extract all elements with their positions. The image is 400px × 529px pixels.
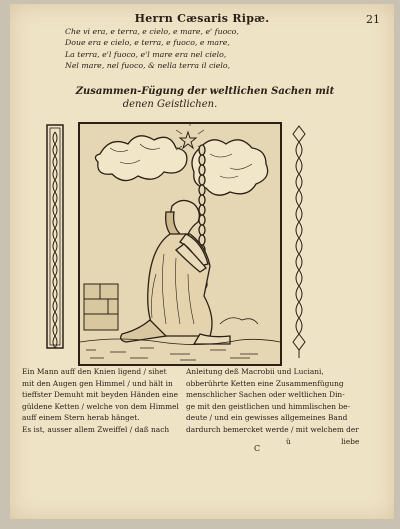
right-ornamental-border	[291, 124, 307, 359]
text-line: dardurch bemercket werde / mit welchem der	[186, 424, 359, 434]
text-line: Ein Mann auff den Knien ligend / sihet	[22, 367, 167, 376]
heading-line: Zusammen-Fügung der weltlichen Sachen mit	[75, 86, 335, 97]
verse-line: Che vi era, e terra, e cielo, e mare, e' fuoco,	[65, 27, 239, 36]
page-number: 21	[366, 13, 380, 26]
text-line: obberührte Ketten eine Zusammenfügung	[186, 378, 344, 388]
text-line: mit den Augen gen Himmel / und hält in	[22, 378, 173, 388]
verse-line: Doue era e cielo, e terra, e fuoco, e mare,	[65, 38, 230, 48]
text-line: deute / und ein gewisses allgemeines Band	[186, 413, 348, 423]
emblem-heading	[55, 85, 355, 111]
text-line: auff einem Stern herab hänget.	[22, 413, 140, 423]
book-page	[10, 4, 394, 519]
body-text-left	[22, 366, 182, 436]
heading-line: denen Geistlichen.	[122, 99, 218, 110]
running-head: Herrn Cæsaris Ripæ.	[134, 12, 270, 25]
verse-line: La terra, e'l fuoco, e'l mare era nel cielo,	[65, 49, 227, 59]
body-text-right	[186, 366, 386, 447]
clouds	[95, 136, 267, 195]
text-line: tieffster Demuht mit beyden Händen eine	[22, 390, 179, 400]
stone-block	[84, 284, 118, 330]
text-line: menschlicher Sachen oder weltlichen Din-	[186, 390, 345, 400]
text-line: güldene Ketten / welche von dem Himmel	[22, 401, 179, 411]
catchword: liebe	[341, 436, 360, 446]
woodcut-illustration	[78, 122, 282, 366]
signature-mark: C	[254, 444, 261, 453]
text-line: Anleitung deß Macrobii und Luciani,	[186, 367, 324, 376]
text-line: ge mit den geistlichen und himmlischen be-	[186, 401, 350, 411]
text-line: Es ist, ausser allem Zweiffel / daß nach	[22, 424, 170, 434]
italian-verse	[65, 26, 345, 71]
catch-mid: ü	[286, 436, 291, 446]
verse-line: Nel mare, nel fuoco, & nella terra il cielo,	[65, 60, 231, 70]
catchword-line	[186, 436, 386, 448]
left-ornamental-border	[46, 124, 64, 349]
kneeling-man-illustration	[80, 124, 280, 364]
